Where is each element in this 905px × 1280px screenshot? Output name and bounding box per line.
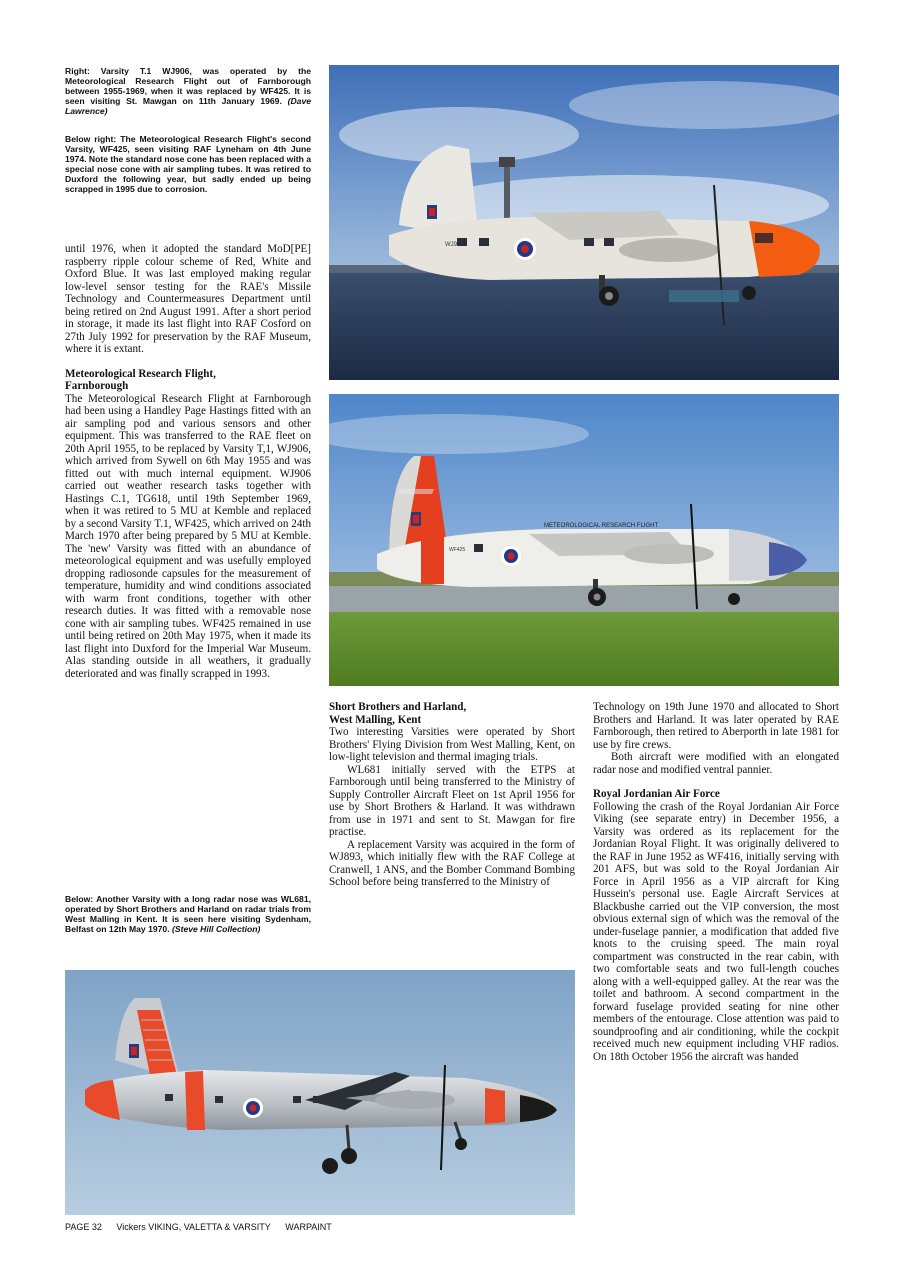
- photo-varsity-wj906: [329, 65, 839, 380]
- col2-paragraph-2: WL681 initially served with the ETPS at Farnborough until being transferred to the Ministry of Supply Controller Aircraft Fleet on 1st April 1956 for use by Short Brothers & Harland. It was withdrawn from use in 1971 and sent to St. Mawgan for fire practise.: [329, 763, 575, 838]
- caption-below-right-text: Below right: The Meteorological Research Flight's second Varsity, WF425, seen visiting RAF Lyneham on 4th June 1974. Note the standard nose cone has been replaced with a special nose cone with air sampling tubes. It was retired to Duxford the following year, but sadly ended up being scrapped in 1995 due to corrosion.: [65, 134, 311, 194]
- photo-titling-wf425: METEOROLOGICAL RESEARCH FLIGHT: [544, 523, 659, 529]
- column-2: [329, 701, 575, 889]
- col3-heading: Royal Jordanian Air Force: [593, 788, 720, 800]
- caption-right-credit: (Dave Lawrence): [65, 96, 311, 116]
- caption-below-text: Below: Another Varsity with a long radar nose was WL681, operated by Short Brothers and Harland on radar trials from West Malling in Kent. It is seen here visiting Sydenham, Belfast on 12th May 1970.: [65, 894, 311, 934]
- caption-right-text: Right: Varsity T.1 WJ906, was operated by the Meteorological Research Flight out of Farnborough between 1955-1969, when it was replaced by WF425. It is seen visiting St. Mawgan on 11th January 1969.: [65, 66, 311, 106]
- col2-heading-line1: Short Brothers and Harland,: [329, 701, 467, 713]
- col1-paragraph: The Meteorological Research Flight at Farnborough had been using a Handley Page Hastings fitted with an air sampling pod and various sensors and other equipment. This was transferred to the RAE fleet on 20th April 1955, to be replaced by Varsity T,1, WJ906, which arrived from Sywell on 6th May 1955 and was fitted out with much internal equipment. WJ906 carried out weather research tasks together with Hastings C.1, TG618, until 19th September 1969, when it was retired to 5 MU at Kemble and replaced by a second Varsity T.1, WF425, which arrived on 24th March 1970 after being prepared by 5 MU at Kemble. The 'new' Varsity was fitted with an abundance of meteorological equipment and was usefully employed dropping radiosonde capsules for the measurement of temperature, humidity and wind conditions associated with warm front conditions, together with other research duties. It was fitted with a removable nose cone with air sampling tubes. WF425 remained in use until being retired on 20th May 1975, when it made its last flight into Duxford for the Imperial War Museum. Alas standing outside in all weathers, it gradually deteriorated and was finally scrapped in 1993.: [65, 392, 311, 680]
- caption-below: [65, 894, 311, 934]
- col3-paragraph-2: Both aircraft were modified with an elongated radar nose and modified ventral pannier.: [593, 751, 839, 776]
- footer-page-number: PAGE 32: [65, 1222, 102, 1232]
- photo-serial-wf425: WF425: [449, 547, 466, 553]
- caption-below-right: [65, 134, 311, 194]
- column-3: [593, 701, 839, 1063]
- caption-below-credit: (Steve Hill Collection): [172, 924, 261, 934]
- photo-varsity-wl681: [65, 970, 575, 1215]
- col1-intro: until 1976, when it adopted the standard MoD[PE] raspberry ripple colour scheme of Red, White and Oxford Blue. It was last employed making regular low-level sensor testing for the RAE's Missile Technology and Countermeasures Department until being retired on 2nd August 1991. After a short period in storage, it made its last flight into RAF Cosford on 27th July 1992 for preservation by the RAF Museum, where it is extant.: [65, 243, 311, 355]
- col2-paragraph-1: Two interesting Varsities were operated by Short Brothers' Flying Division from West Malling, Kent, on low-light television and thermal imaging trials.: [329, 726, 575, 763]
- photo-varsity-wf425: [329, 394, 839, 686]
- col2-heading-line2: West Malling, Kent: [329, 713, 422, 726]
- page-footer: [65, 1222, 344, 1232]
- footer-title: Vickers VIKING, VALETTA & VARSITY: [116, 1222, 271, 1232]
- col1-heading-line1: Meteorological Research Flight,: [65, 367, 216, 380]
- col1-heading-line2: Farnborough: [65, 380, 129, 392]
- col2-paragraph-3: A replacement Varsity was acquired in the form of WJ893, which initially flew with the RAF College at Cranwell, 1 ANS, and the Bomber Command Bombing School before being transferred to the Ministry of: [329, 838, 575, 888]
- footer-brand: WARPAINT: [285, 1222, 332, 1232]
- col3-paragraph-3: Following the crash of the Royal Jordanian Air Force Viking (see separate entry) in December 1956, a Varsity was ordered as its replacement for the Jordanian Royal Flight. It was originally delivered to the RAF in June 1952 as WF416, initially serving with 201 AFS, but was sold to the Royal Jordanian Air Force in April 1956 as a VIP aircraft for King Hussein's personal use. Eagle Aircraft Services at Blackbushe carried out the VIP conversion, the most obvious external sign of which was the removal of the under-fuselage pannier, a modification that added five knots to the cruising speed. The main royal compartment was constructed in the rear cabin, with two comfortable seats and two full-length couches along with a well-equipped galley. At the rear was the toilet and bathroom. A second compartment in the forward fuselage provided seating for nine other members of the entourage. Close attention was paid to soundproofing and air conditioning, while the cockpit received much new equipment including VHF radios. On 18th October 1956 the aircraft was handed: [593, 800, 839, 1063]
- column-1: [65, 243, 311, 680]
- caption-right: [65, 66, 311, 116]
- photo-serial-wj906: WJ906: [445, 242, 464, 248]
- col3-paragraph-1: Technology on 19th June 1970 and allocated to Short Brothers and Harland. It was later operated by RAE Farnborough, then retired to Aberporth in late 1981 for use by fire crews.: [593, 701, 839, 751]
